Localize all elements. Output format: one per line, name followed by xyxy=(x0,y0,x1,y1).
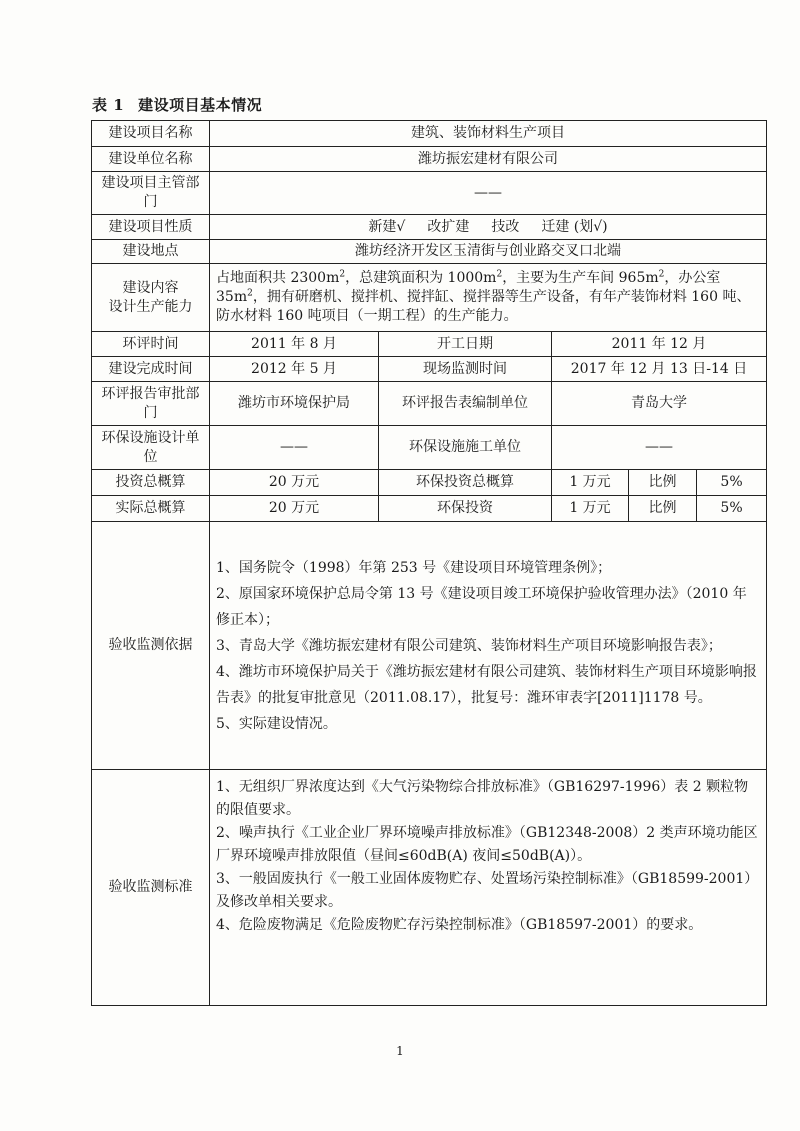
value-env-actual: 1 万元 xyxy=(552,496,629,522)
value-report-unit: 青岛大学 xyxy=(552,382,767,426)
table-caption xyxy=(92,94,262,115)
value-authority: —— xyxy=(210,172,767,215)
label-env-actual: 环保投资 xyxy=(379,496,552,522)
label-basis: 验收监测依据 xyxy=(92,522,210,770)
label-report-unit: 环评报告表编制单位 xyxy=(379,382,552,426)
value-location: 潍坊经济开发区玉清街与创业路交叉口北端 xyxy=(210,240,767,264)
list-item: 2、噪声执行《工业企业厂界环境噪声排放标准》（GB12348-2008）2 类声环境功能区厂界环境噪声排放限值（昼间≤60dB(A) 夜间≤50dB(A)）。 xyxy=(216,825,758,864)
value-env-investment: 1 万元 xyxy=(552,470,629,496)
label-content-line1: 建设内容 xyxy=(122,279,179,296)
value-ratio: 5% xyxy=(697,470,767,496)
page-number: 1 xyxy=(396,1044,404,1058)
list-item: 5、实际建设情况。 xyxy=(216,715,337,732)
label-start-date: 开工日期 xyxy=(379,332,552,357)
label-ratio: 比例 xyxy=(629,470,697,496)
option-expand: 改扩建 xyxy=(427,218,470,235)
list-item: 4、潍坊市环境保护局关于《潍坊振宏建材有限公司建筑、装饰材料生产项目环境影响报告表》的批复审批意见（2011.08.17），批复号：潍环审表字[2011]1178 号。 xyxy=(216,663,757,706)
row-standard xyxy=(92,770,767,1006)
value-facility-design: —— xyxy=(210,426,379,470)
list-item: 1、国务院令（1998）年第 253 号《建设项目环境管理条例》； xyxy=(216,559,612,576)
option-relocate: 迁建 xyxy=(541,218,570,235)
label-location: 建设地点 xyxy=(92,240,210,264)
option-new: 新建√ xyxy=(368,218,406,235)
value-eia-time: 2011 年 8 月 xyxy=(210,332,379,357)
label-actual: 实际总概算 xyxy=(92,496,210,522)
label-completion: 建设完成时间 xyxy=(92,357,210,382)
label-ratio-actual: 比例 xyxy=(629,496,697,522)
option-retrofit: 技改 xyxy=(491,218,520,235)
label-nature: 建设项目性质 xyxy=(92,215,210,240)
label-approval: 环评报告审批部门 xyxy=(92,382,210,426)
label-project-name: 建设项目名称 xyxy=(92,121,210,147)
row-investment xyxy=(92,470,767,496)
row-completion xyxy=(92,357,767,382)
value-unit-name: 潍坊振宏建材有限公司 xyxy=(210,147,767,172)
label-facility-build: 环保设施施工单位 xyxy=(379,426,552,470)
table-number: 表 1 xyxy=(92,96,125,114)
project-info-table xyxy=(91,120,767,1006)
row-approval xyxy=(92,382,767,426)
list-item: 2、原国家环境保护总局令第 13 号《建设项目竣工环境保护验收管理办法》（2010 年修正本）； xyxy=(216,585,747,628)
label-content-line2: 设计生产能力 xyxy=(108,298,193,315)
label-monitor-time: 现场监测时间 xyxy=(379,357,552,382)
option-hint: (划√) xyxy=(573,218,608,235)
list-item: 4、危险废物满足《危险废物贮存污染控制标准》（GB18597-2001）的要求。 xyxy=(216,917,703,933)
row-nature xyxy=(92,215,767,240)
label-standard: 验收监测标准 xyxy=(92,770,210,1006)
row-basis xyxy=(92,522,767,770)
row-actual xyxy=(92,496,767,522)
value-ratio-actual: 5% xyxy=(697,496,767,522)
label-content xyxy=(92,264,210,332)
label-env-investment: 环保投资总概算 xyxy=(379,470,552,496)
value-actual: 20 万元 xyxy=(210,496,379,522)
row-project-name xyxy=(92,121,767,147)
label-eia-time: 环评时间 xyxy=(92,332,210,357)
row-location xyxy=(92,240,767,264)
list-item: 3、青岛大学《潍坊振宏建材有限公司建筑、装饰材料生产项目环境影响报告表》； xyxy=(216,637,722,654)
value-nature xyxy=(210,215,767,240)
table-title: 建设项目基本情况 xyxy=(138,96,263,114)
value-approval: 潍坊市环境保护局 xyxy=(210,382,379,426)
value-start-date: 2011 年 12 月 xyxy=(552,332,767,357)
value-investment: 20 万元 xyxy=(210,470,379,496)
label-investment: 投资总概算 xyxy=(92,470,210,496)
label-authority: 建设项目主管部门 xyxy=(92,172,210,215)
list-item: 3、一般固废执行《一般工业固体废物贮存、处置场污染控制标准》（GB18599-2001）及修改单相关要求。 xyxy=(216,871,759,910)
row-facility-design xyxy=(92,426,767,470)
row-unit-name xyxy=(92,147,767,172)
value-content: 占地面积共 $2300m^2$，总建筑面积为 $1000m^2$，主要为生产车间 $965m^2$，办公室 $35m^2$，拥有研磨机、搅拌机、搅拌缸、搅拌器等生产设备，有年产装饰材料 160 吨、防水材料 160 吨项目（一期工程）的生产能力。 xyxy=(210,264,767,332)
value-basis xyxy=(210,522,767,770)
list-item: 1、无组织厂界浓度达到《大气污染物综合排放标准》（GB16297-1996）表 2 颗粒物的限值要求。 xyxy=(216,779,749,818)
label-facility-design: 环保设施设计单位 xyxy=(92,426,210,470)
value-completion: 2012 年 5 月 xyxy=(210,357,379,382)
value-project-name: 建筑、装饰材料生产项目 xyxy=(210,121,767,147)
row-authority xyxy=(92,172,767,215)
value-monitor-time: 2017 年 12 月 13 日-14 日 xyxy=(552,357,767,382)
row-content xyxy=(92,264,767,332)
label-unit-name: 建设单位名称 xyxy=(92,147,210,172)
row-eia-time xyxy=(92,332,767,357)
value-facility-build: —— xyxy=(552,426,767,470)
value-standard xyxy=(210,770,767,1006)
